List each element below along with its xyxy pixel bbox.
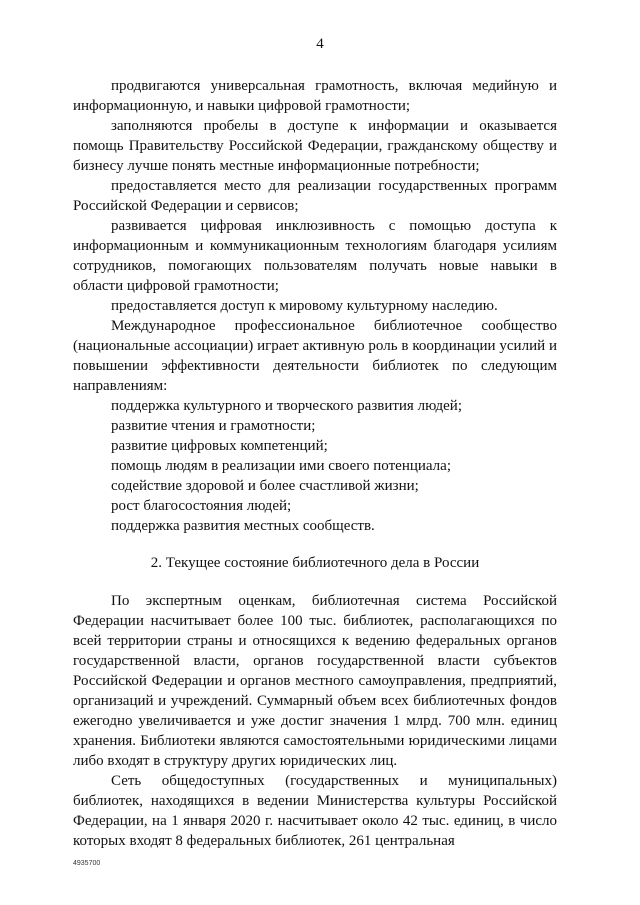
list-item: поддержка развития местных сообществ.: [111, 518, 375, 534]
page-number: 4: [316, 36, 324, 52]
list-item: развитие цифровых компетенций;: [111, 438, 328, 454]
document-id: 4935700: [73, 860, 101, 867]
paragraph: Сеть общедоступных (государственных и муниципальных) библиотек, находящихся в ведении Министерства культуры Российской Федерации, на 1 января 2020 г. насчитывает около 42 тыс. единиц, в число которых входят 8 федеральных библиотек, 261 центральная: [73, 773, 557, 849]
paragraph: развивается цифровая инклюзивность с помощью доступа к информационным и коммуникационным технологиям благодаря усилиям сотрудников, помогающих пользователям получать новые навыки в области цифровой грамотности;: [73, 218, 557, 294]
body-text: [73, 76, 557, 851]
list-item: развитие чтения и грамотности;: [111, 418, 316, 434]
paragraph: предоставляется место для реализации государственных программ Российской Федерации и сервисов;: [73, 178, 557, 214]
section-heading: 2. Текущее состояние библиотечного дела в России: [150, 555, 480, 571]
paragraph: Международное профессиональное библиотечное сообщество (национальные ассоциации) играет активную роль в координации усилий и повышении эффективности деятельности библиотек по следующим направлениям:: [73, 318, 557, 394]
paragraph: По экспертным оценкам, библиотечная система Российской Федерации насчитывает более 100 тыс. библиотек, располагающихся по всей территории страны и относящихся к ведению федеральных органов государственной власти, органов государственной власти субъектов Российской Федерации и органов местного самоуправления, предприятий, организаций и учреждений. Суммарный объем всех библиотечных фондов ежегодно увеличивается и уже достиг значения 1 млрд. 700 млн. единиц хранения. Библиотеки являются самостоятельными юридическими лицами либо входят в структуру других юридических лиц.: [73, 593, 557, 769]
list-item: помощь людям в реализации ими своего потенциала;: [111, 458, 451, 474]
paragraph: заполняются пробелы в доступе к информации и оказывается помощь Правительству Российской Федерации, гражданскому обществу и бизнесу лучше понять местные информационные потребности;: [73, 118, 557, 174]
list-item: поддержка культурного и творческого развития людей;: [111, 398, 462, 414]
paragraph: предоставляется доступ к мировому культурному наследию.: [111, 298, 498, 314]
list-item: содействие здоровой и более счастливой жизни;: [111, 478, 419, 494]
list-item: рост благосостояния людей;: [111, 498, 292, 514]
paragraph: продвигаются универсальная грамотность, включая медийную и информационную, и навыки цифровой грамотности;: [73, 78, 557, 114]
